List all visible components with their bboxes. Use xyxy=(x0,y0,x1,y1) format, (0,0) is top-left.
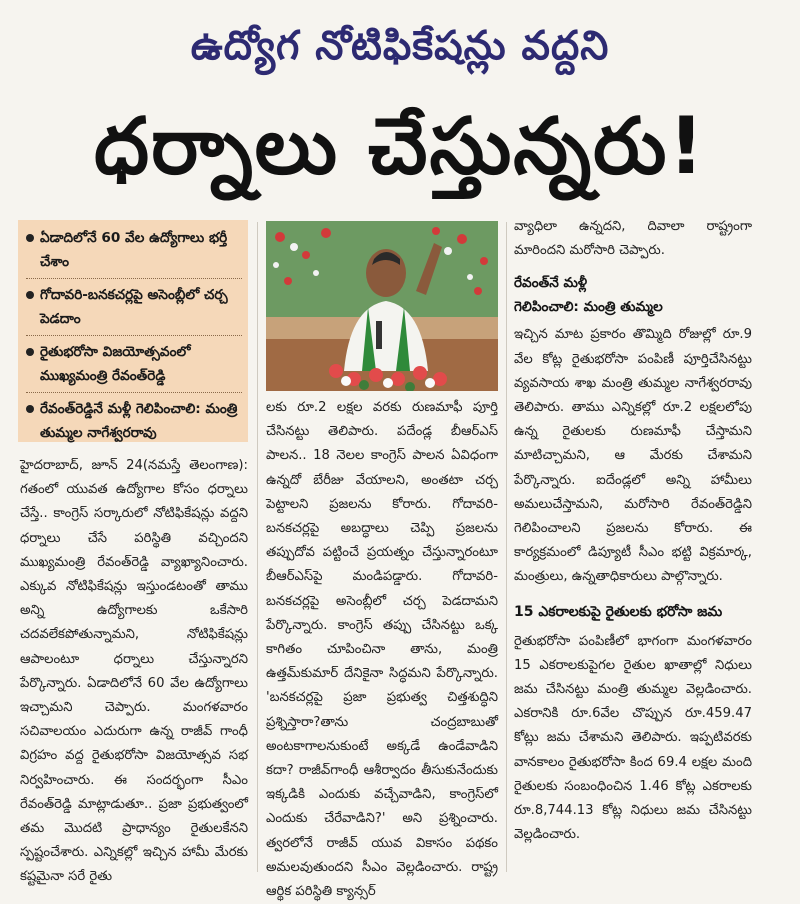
headline-main: ధర్నాలు చేస్తున్నరు! xyxy=(94,102,706,192)
subheading-line: రేవంత్‌నే మళ్లీ xyxy=(514,275,588,292)
highlight-item xyxy=(26,340,242,388)
article-column-1 xyxy=(20,454,248,890)
bullet-icon xyxy=(26,291,34,299)
subheading-bharosa: 15 ఎకరాలకుపై రైతులకు భరోసా జమ xyxy=(514,603,723,620)
bullet-icon xyxy=(26,234,34,242)
highlight-divider xyxy=(26,392,242,393)
highlight-item xyxy=(26,226,242,274)
subheading-tummala xyxy=(514,271,752,319)
bullet-icon xyxy=(26,405,34,413)
highlight-divider xyxy=(26,278,242,279)
subheading-line: గెలిపించాలి: మంత్రి తుమ్మల xyxy=(514,299,663,316)
headline-kicker: ఉద్యోగ నోటిఫికేషన్లు వద్దని xyxy=(190,23,610,69)
highlight-item xyxy=(26,397,242,445)
article-column-2 xyxy=(266,396,498,904)
speaker-photo-illustration xyxy=(266,221,498,391)
article-column-3 xyxy=(514,215,752,847)
article-paragraph: ఇచ్చిన మాట ప్రకారం తొమ్మిది రోజుల్లో రూ.9 వేల కోట్ల రైతుభరోసా పంపిణీ పూర్తిచేసినట్టు వ్యవసాయ శాఖ మంత్రి తుమ్మల నాగేశ్వరరావు తెలిపారు. తాము ఎన్నికల్లో రూ.2 లక్షలలోపు ఉన్న రైతులకు రుణమాఫీ చేస్తామని మాటిచ్చామని, ఆ మేరకు చేశామని పేర్కొన్నారు. ఐదేండ్లలో అన్ని హామీలు అమలుచేస్తామని, మరోసారి రేవంత్‌రెడ్డిని గెలిపించాలని ప్రజలను కోరారు. ఈ కార్యక్రమంలో డిప్యూటీ సీఎం భట్టి విక్రమార్క, మంత్రులు, ఉన్నతాధికారులు పాల్గొన్నారు. xyxy=(514,327,752,585)
highlight-divider xyxy=(26,335,242,336)
bullet-icon xyxy=(26,348,34,356)
highlight-text: రేవంత్‌రెడ్డినే మళ్లీ గెలిపించాలి: మంత్రి తుమ్మల నాగేశ్వరరావు xyxy=(40,401,238,441)
highlights-box xyxy=(18,220,248,442)
column-divider xyxy=(257,222,258,872)
highlight-text: గోదావరి-బనకచర్లపై అసెంబ్లీలో చర్చ పెడదాం xyxy=(40,287,228,327)
highlight-text: రైతుభరోసా విజయోత్సవంలో ముఖ్యమంత్రి రేవంత్‌రెడ్డి xyxy=(40,344,191,384)
article-paragraph: లకు రూ.2 లక్షల వరకు రుణమాఫీ పూర్తి చేసినట్టు తెలిపారు. పదేండ్ల బీఆర్‌ఎస్ పాలన.. 18 నెలల కాంగ్రెస్ పాలన ఏవిధంగా ఉన్నదో బేరీజు వేయాలని, అంతటా చర్చ పెట్టాలని ప్రజలను కోరారు. గోదావరి-బనకచర్లపై అబద్ధాలు చెప్పి ప్రజలను తప్పుదోవ పట్టించే ప్రయత్నం చేస్తున్నారంటూ బీఆర్‌ఎస్‌పై మండిపడ్డారు. గోదావరి-బనకచర్లపై అసెంబ్లీలో చర్చ పెడదామని పేర్కొన్నారు. కాంగ్రెస్ తప్పు చేసినట్టు ఒక్క కాగితం చూపించినా తాను, మంత్రి ఉత్తమ్‌కుమార్ దేనికైనా సిద్ధమని పేర్కొన్నారు. 'బనకచర్లపై ప్రజా ప్రభుత్వ చిత్తశుద్ధిని ప్రశ్నిస్తారా?తాను చంద్రబాబుతో అంటకాగాలనుకుంటే అక్కడే ఉండేవాడిని కదా? రాజీవ్‌గాంధీ ఆశీర్వాదం తీసుకునేందుకు ఇక్కడికి ఎందుకు వచ్చేవాడిని, కాంగ్రెస్‌లో ఎందుకు చేరేవాడిని?' అని ప్రశ్నించారు. త్వరలోనే రాజీవ్ యువ వికాసం పథకం అమలవుతుందని సీఎం వెల్లడించారు. రాష్ట్ర ఆర్థిక పరిస్థితి క్యాన్సర్ xyxy=(266,400,498,900)
highlight-text: ఏడాదిలోనే 60 వేల ఉద్యోగాలు భర్తీ చేశాం xyxy=(40,230,228,270)
news-photo xyxy=(266,221,498,391)
highlight-item xyxy=(26,283,242,331)
article-paragraph: రైతుభరోసా పంపిణీలో భాగంగా మంగళవారం 15 ఎకరాలకుపైగల రైతుల ఖాతాల్లో నిధులు జమ చేసినట్టు మంత్రి తుమ్మల వెల్లడించారు. ఎకరానికి రూ.6వేల చొప్పున రూ.459.47 కోట్లు జమ చేశామని తెలిపారు. ఇప్పటివరకు వానకాలం రైతుభరోసా కింద 69.4 లక్షల మంది రైతులకు సంబంధించిన 1.46 కోట్ల ఎకరాలకు రూ.8,744.13 కోట్ల నిధులు జమ చేసినట్టు వెల్లడించారు. xyxy=(514,633,752,843)
article-paragraph: వ్యాధిలా ఉన్నదని, దివాలా రాష్ట్రంగా మారిందని మరోసారి చెప్పారు. xyxy=(514,219,752,259)
article-paragraph: హైదరాబాద్, జూన్ 24(నమస్తే తెలంగాణ): గతంలో యువత ఉద్యోగాల కోసం ధర్నాలు చేస్తే.. కాంగ్రెస్ సర్కారులో నోటిఫికేషన్లు వద్దని ధర్నాలు చేసే పరిస్థితి వచ్చిందని ముఖ్యమంత్రి రేవంత్‌రెడ్డి వ్యాఖ్యానించారు. ఎక్కువ నోటిఫికేషన్లు ఇస్తుండటంతో తాము అన్ని ఉద్యోగాలకు ఒకేసారి చదవలేకపోతున్నామని, నోటిఫికేషన్లు ఆపాలంటూ ధర్నాలు చేస్తున్నారని పేర్కొన్నారు. ఏడాదిలోనే 60 వేల ఉద్యోగాలు ఇచ్చామని చెప్పారు. మంగళవారం సచివాలయం ఎదురుగా ఉన్న రాజీవ్ గాంధీ విగ్రహం వద్ద రైతుభరోసా విజయోత్సవ సభ నిర్వహించారు. ఈ సందర్భంగా సీఎం రేవంత్‌రెడ్డి మాట్లాడుతూ.. ప్రజా ప్రభుత్వంలో తమ మొదటి ప్రాధాన్యం రైతులకేనని స్పష్టంచేశారు. ఎన్నికల్లో ఇచ్చిన హామీ మేరకు కష్టమైనా సరే రైతు xyxy=(20,458,248,885)
column-divider xyxy=(506,222,507,872)
